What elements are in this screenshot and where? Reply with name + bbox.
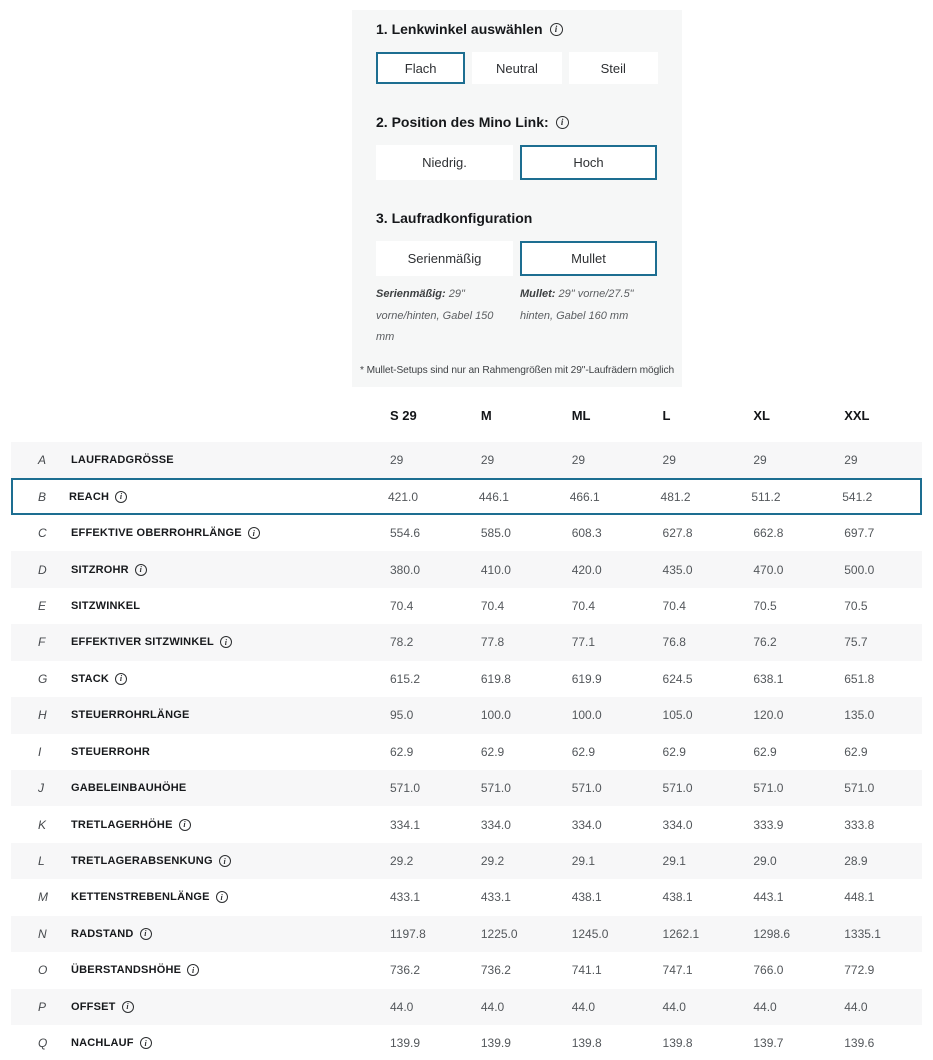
value-cell: 120.0 — [753, 708, 784, 723]
row-label: SITZWINKEL — [71, 599, 141, 612]
value-cell: 772.9 — [844, 963, 875, 978]
value-cell: 77.8 — [480, 635, 505, 650]
row-letter: M — [38, 890, 48, 905]
value-cell: 1245.0 — [571, 926, 609, 941]
value-cell: 44.0 — [390, 999, 414, 1014]
row-label-wrap — [71, 819, 390, 831]
value-cell: 334.1 — [390, 817, 421, 832]
value-cell: 624.5 — [662, 671, 693, 686]
row-values — [390, 745, 922, 759]
row-values — [390, 1000, 922, 1014]
row-label-wrap — [71, 782, 390, 794]
row-label-wrap — [71, 564, 390, 576]
value-cell: 651.8 — [844, 671, 875, 686]
row-label: GABELEINBAUHÖHE — [71, 782, 187, 795]
row-letter: H — [38, 708, 47, 723]
value-cell: 619.9 — [571, 671, 602, 686]
value-cell: 29 — [571, 453, 586, 468]
value-cell: 29.1 — [571, 854, 596, 869]
value-cell: 44.0 — [753, 999, 777, 1014]
info-icon[interactable]: i — [140, 1037, 152, 1049]
table-row[interactable] — [11, 806, 922, 842]
value-cell: 62.9 — [844, 744, 868, 759]
geometry-config-panel — [352, 10, 682, 387]
section-title-text: 1. Lenkwinkel auswählen — [376, 21, 543, 37]
value-cell: 70.4 — [571, 598, 596, 613]
value-cell: 1225.0 — [480, 926, 518, 941]
row-label: STEUERROHR — [71, 745, 151, 758]
row-label-wrap — [71, 709, 390, 721]
row-label-wrap — [71, 673, 390, 685]
value-cell: 135.0 — [844, 708, 875, 723]
value-cell: 410.0 — [480, 562, 511, 577]
table-row[interactable] — [11, 624, 922, 660]
row-label: TRETLAGERHÖHE — [71, 818, 173, 831]
description-text: 29" vorne/27.5" hinten, Gabel 160 mm — [520, 288, 634, 322]
value-cell: 29.2 — [390, 854, 414, 869]
info-icon[interactable]: i — [550, 23, 563, 36]
section-title-lenkwinkel — [376, 21, 658, 37]
row-values — [390, 781, 922, 795]
value-cell: 380.0 — [390, 562, 421, 577]
value-cell: 571.0 — [390, 781, 421, 796]
value-cell: 139.8 — [662, 1036, 693, 1051]
value-cell: 619.8 — [480, 671, 511, 686]
row-letter: I — [38, 744, 42, 759]
value-cell: 420.0 — [571, 562, 602, 577]
info-icon[interactable]: i — [219, 855, 231, 867]
value-cell: 1262.1 — [662, 926, 700, 941]
row-label-wrap — [71, 855, 390, 867]
row-values — [390, 453, 922, 467]
table-row[interactable] — [11, 1025, 922, 1060]
value-cell: 29 — [480, 453, 495, 468]
value-cell: 1197.8 — [390, 926, 426, 941]
row-label: KETTENSTREBENLÄNGE — [71, 891, 210, 904]
row-values — [390, 526, 922, 540]
value-cell: 333.9 — [753, 817, 784, 832]
info-icon[interactable]: i — [115, 491, 127, 503]
value-cell: 571.0 — [844, 781, 875, 796]
value-cell: 75.7 — [844, 635, 868, 650]
value-cell: 554.6 — [390, 526, 421, 541]
value-cell: 334.0 — [662, 817, 693, 832]
option-niedrig-button[interactable]: Niedrig. — [376, 145, 513, 180]
row-label: SITZROHR — [71, 563, 129, 576]
value-cell: 741.1 — [571, 963, 602, 978]
value-cell: 62.9 — [662, 744, 686, 759]
value-cell: 615.2 — [390, 671, 421, 686]
value-cell: 571.0 — [753, 781, 784, 796]
value-cell: 76.8 — [662, 635, 686, 650]
geometry-table — [11, 398, 922, 1060]
row-values — [390, 963, 922, 977]
value-cell: 70.4 — [480, 598, 505, 613]
info-icon[interactable]: i — [140, 928, 152, 940]
row-letter: N — [38, 926, 47, 941]
row-values — [390, 927, 922, 941]
size-header-row — [11, 398, 922, 442]
value-cell: 62.9 — [571, 744, 596, 759]
info-icon[interactable]: i — [122, 1001, 134, 1013]
value-cell: 105.0 — [662, 708, 693, 723]
row-label: REACH — [69, 490, 110, 503]
value-cell: 44.0 — [844, 999, 868, 1014]
row-label-wrap — [71, 891, 390, 903]
info-icon[interactable]: i — [135, 564, 147, 576]
value-cell: 29 — [844, 453, 858, 468]
option-mullet-button[interactable]: Mullet — [520, 241, 657, 276]
value-cell: 466.1 — [569, 489, 600, 504]
size-header: XL — [753, 408, 770, 423]
value-cell: 334.0 — [480, 817, 511, 832]
row-letter: L — [38, 854, 45, 869]
info-icon[interactable]: i — [248, 527, 260, 539]
table-row[interactable] — [11, 879, 922, 915]
laufrad-options — [376, 241, 658, 276]
table-row[interactable] — [11, 952, 922, 988]
value-cell: 28.9 — [844, 854, 868, 869]
row-letter: D — [38, 562, 47, 577]
value-cell: 443.1 — [753, 890, 784, 905]
table-row[interactable] — [11, 916, 922, 952]
value-cell: 139.9 — [480, 1036, 511, 1051]
value-cell: 29 — [662, 453, 676, 468]
value-cell: 638.1 — [753, 671, 784, 686]
row-label-wrap — [71, 454, 390, 466]
value-cell: 446.1 — [478, 489, 509, 504]
value-cell: 766.0 — [753, 963, 784, 978]
row-letter: A — [38, 453, 47, 468]
option-descriptions — [376, 284, 658, 349]
value-cell: 736.2 — [480, 963, 511, 978]
value-cell: 627.8 — [662, 526, 693, 541]
row-letter: C — [38, 526, 47, 541]
value-cell: 29.2 — [480, 854, 505, 869]
row-label: EFFEKTIVE OBERROHRLÄNGE — [71, 527, 242, 540]
value-cell: 29 — [753, 453, 767, 468]
value-cell: 333.8 — [844, 817, 875, 832]
row-label: ÜBERSTANDSHÖHE — [71, 964, 182, 977]
value-cell: 77.1 — [571, 635, 596, 650]
row-values — [388, 490, 920, 504]
value-cell: 1298.6 — [753, 926, 791, 941]
info-icon[interactable]: i — [216, 891, 228, 903]
value-cell: 70.5 — [753, 598, 777, 613]
value-cell: 571.0 — [571, 781, 602, 796]
value-cell: 736.2 — [390, 963, 421, 978]
row-values — [390, 635, 922, 649]
value-cell: 541.2 — [842, 489, 873, 504]
size-header: XXL — [844, 408, 870, 423]
row-letter: K — [38, 817, 47, 832]
row-letter: F — [38, 635, 46, 650]
info-icon[interactable]: i — [115, 673, 127, 685]
table-row[interactable] — [11, 588, 922, 624]
row-label-wrap — [71, 928, 390, 940]
value-cell: 62.9 — [390, 744, 414, 759]
row-letter: G — [38, 671, 48, 686]
value-cell: 44.0 — [662, 999, 686, 1014]
size-header: L — [662, 408, 671, 423]
value-cell: 29.0 — [753, 854, 777, 869]
description-term: Mullet: — [520, 288, 556, 300]
row-letter: J — [38, 781, 44, 796]
value-cell: 139.7 — [753, 1036, 784, 1051]
table-row[interactable] — [11, 551, 922, 587]
value-cell: 585.0 — [480, 526, 511, 541]
value-cell: 62.9 — [753, 744, 777, 759]
table-row[interactable] — [11, 697, 922, 733]
table-row[interactable] — [11, 770, 922, 806]
row-label: OFFSET — [71, 1000, 116, 1013]
table-row[interactable] — [11, 661, 922, 697]
value-cell: 29 — [390, 453, 404, 468]
value-cell: 70.4 — [662, 598, 686, 613]
value-cell: 433.1 — [480, 890, 511, 905]
value-cell: 139.9 — [390, 1036, 421, 1051]
row-letter: O — [38, 963, 48, 978]
value-cell: 438.1 — [662, 890, 693, 905]
row-values — [390, 890, 922, 904]
row-label-wrap — [71, 600, 390, 612]
value-cell: 1335.1 — [844, 926, 881, 941]
row-values — [390, 1036, 922, 1050]
row-label: RADSTAND — [71, 927, 134, 940]
size-headers — [390, 408, 922, 423]
row-label-wrap — [71, 964, 390, 976]
row-letter: B — [38, 489, 47, 504]
size-header: S 29 — [390, 408, 417, 423]
description-text: 29" vorne/hinten, Gabel 150 mm — [376, 288, 494, 343]
table-row[interactable] — [11, 843, 922, 879]
value-cell: 697.7 — [844, 526, 875, 541]
value-cell: 500.0 — [844, 562, 875, 577]
row-label-wrap — [71, 746, 390, 758]
option-hoch-button[interactable]: Hoch — [520, 145, 657, 180]
value-cell: 511.2 — [751, 489, 781, 504]
mino-link-options — [376, 145, 658, 180]
option-serienmaessig-button[interactable]: Serienmäßig — [376, 241, 513, 276]
row-label-wrap — [71, 1037, 390, 1049]
value-cell: 334.0 — [571, 817, 602, 832]
size-header: M — [480, 408, 492, 423]
serienmaessig-description — [376, 284, 513, 349]
table-row[interactable] — [11, 442, 922, 478]
row-label: STEUERROHRLÄNGE — [71, 709, 190, 722]
row-letter: E — [38, 598, 47, 613]
value-cell: 100.0 — [571, 708, 602, 723]
row-values — [390, 818, 922, 832]
value-cell: 44.0 — [480, 999, 505, 1014]
info-icon[interactable]: i — [556, 116, 569, 129]
value-cell: 29.1 — [662, 854, 686, 869]
info-icon[interactable]: i — [220, 636, 232, 648]
info-icon[interactable]: i — [187, 964, 199, 976]
value-cell: 481.2 — [660, 489, 691, 504]
row-values — [390, 672, 922, 686]
row-letter: P — [38, 999, 47, 1014]
value-cell: 421.0 — [388, 489, 419, 504]
section-title-mino-link — [376, 114, 658, 130]
row-values — [390, 854, 922, 868]
row-letter: Q — [38, 1036, 48, 1051]
table-body — [11, 442, 922, 1060]
row-values — [390, 708, 922, 722]
value-cell: 76.2 — [753, 635, 777, 650]
value-cell: 433.1 — [390, 890, 421, 905]
value-cell: 70.4 — [390, 598, 414, 613]
lenkwinkel-options — [376, 52, 658, 84]
table-row[interactable] — [11, 478, 922, 514]
section-title-text: 2. Position des Mino Link: — [376, 114, 549, 130]
value-cell: 571.0 — [662, 781, 693, 796]
table-row[interactable] — [11, 989, 922, 1025]
table-row[interactable] — [11, 515, 922, 551]
value-cell: 470.0 — [753, 562, 784, 577]
section-title-laufradkonfiguration — [376, 210, 658, 226]
value-cell: 95.0 — [390, 708, 414, 723]
value-cell: 662.8 — [753, 526, 784, 541]
row-label: LAUFRADGRÖSSE — [71, 454, 174, 467]
size-header: ML — [571, 408, 591, 423]
value-cell: 448.1 — [844, 890, 875, 905]
value-cell: 435.0 — [662, 562, 693, 577]
row-label: EFFEKTIVER SITZWINKEL — [71, 636, 214, 649]
section-title-text: 3. Laufradkonfiguration — [376, 210, 533, 226]
row-label: NACHLAUF — [71, 1037, 134, 1050]
row-label-wrap — [71, 636, 390, 648]
row-label: TRETLAGERABSENKUNG — [71, 855, 213, 868]
option-flach-button[interactable]: Flach — [376, 52, 465, 84]
info-icon[interactable]: i — [179, 819, 191, 831]
value-cell: 571.0 — [480, 781, 511, 796]
value-cell: 608.3 — [571, 526, 602, 541]
row-label-wrap — [69, 491, 388, 503]
row-label-wrap — [71, 1001, 390, 1013]
value-cell: 78.2 — [390, 635, 414, 650]
value-cell: 100.0 — [480, 708, 511, 723]
value-cell: 70.5 — [844, 598, 868, 613]
value-cell: 139.6 — [844, 1036, 875, 1051]
mullet-description — [520, 284, 657, 349]
row-values — [390, 563, 922, 577]
description-term: Serienmäßig: — [376, 288, 446, 300]
option-steil-button[interactable]: Steil — [569, 52, 658, 84]
option-neutral-button[interactable]: Neutral — [472, 52, 561, 84]
table-row[interactable] — [11, 734, 922, 770]
value-cell: 44.0 — [571, 999, 596, 1014]
row-label-wrap — [71, 527, 390, 539]
value-cell: 747.1 — [662, 963, 693, 978]
value-cell: 62.9 — [480, 744, 505, 759]
row-label: STACK — [71, 672, 110, 685]
value-cell: 139.8 — [571, 1036, 602, 1051]
mullet-footnote: * Mullet-Setups sind nur an Rahmengrößen mit 29"-Laufrädern möglich — [360, 364, 675, 376]
row-values — [390, 599, 922, 613]
value-cell: 438.1 — [571, 890, 602, 905]
